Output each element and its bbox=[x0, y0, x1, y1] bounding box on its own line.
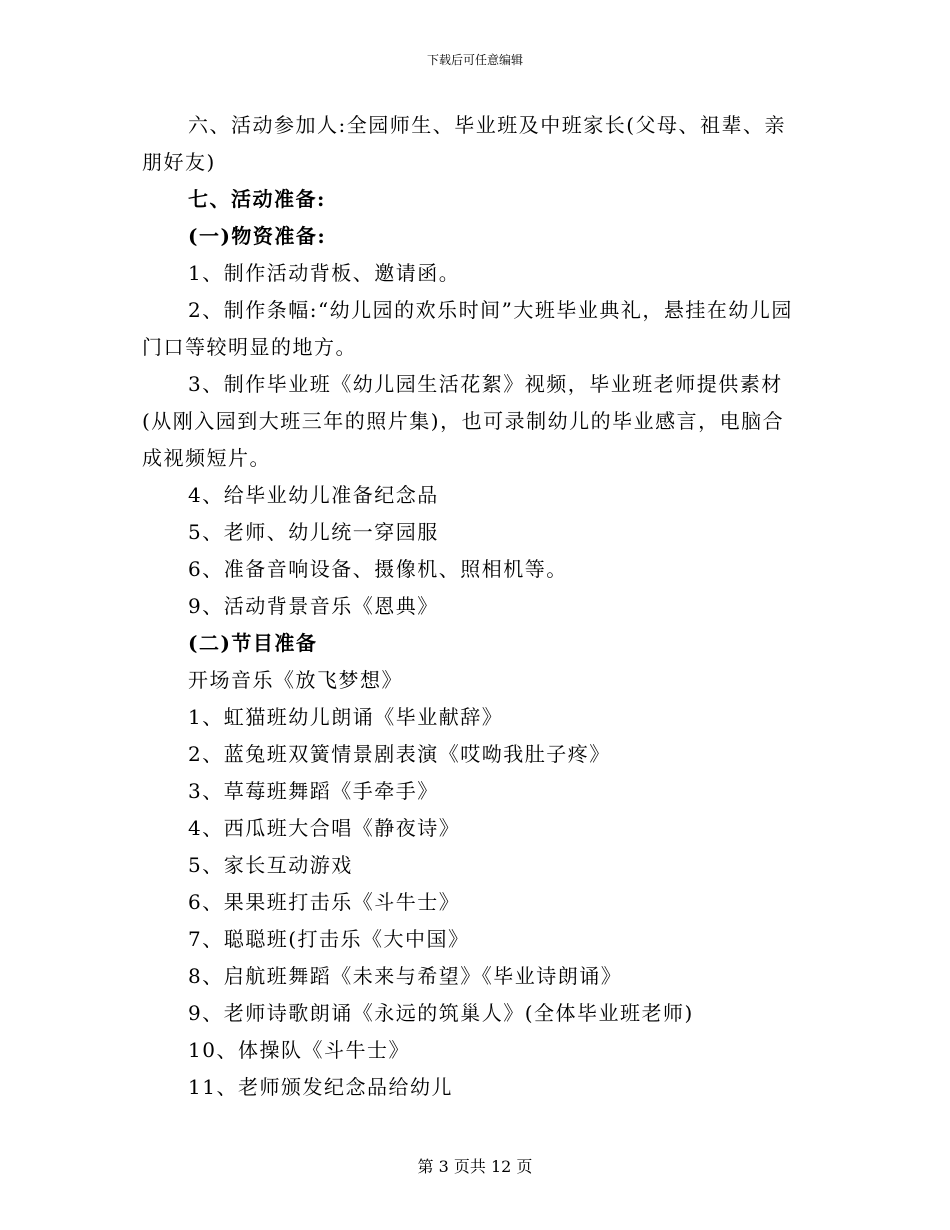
list-item: 10、体操队《斗牛士》 bbox=[188, 1038, 410, 1062]
page-header: 下载后可任意编辑 bbox=[426, 53, 523, 67]
list-item: 1、制作活动背板、邀请函。 bbox=[188, 261, 461, 285]
list-item: 4、给毕业幼儿准备纪念品 bbox=[188, 483, 439, 507]
paragraph-participants: 六、活动参加人:全园师生、毕业班及中班家长(父母、祖辈、亲朋好友) bbox=[142, 113, 787, 174]
list-item: 2、制作条幅:“幼儿园的欢乐时间”大班毕业典礼，悬挂在幼儿园门口等较明显的地方。 bbox=[142, 298, 793, 359]
list-item: 3、草莓班舞蹈《手牵手》 bbox=[188, 779, 439, 803]
subheading-program: (二)节目准备 bbox=[188, 631, 318, 655]
list-item: 5、家长互动游戏 bbox=[188, 853, 353, 877]
list-item: 6、准备音响设备、摄像机、照相机等。 bbox=[188, 557, 568, 581]
list-item: 4、西瓜班大合唱《静夜诗》 bbox=[188, 816, 461, 840]
list-item: 开场音乐《放飞梦想》 bbox=[188, 668, 403, 692]
document-body bbox=[142, 107, 802, 1106]
list-item: 3、制作毕业班《幼儿园生活花絮》视频，毕业班老师提供素材(从刚入园到大班三年的照片集)，也可录制幼儿的毕业感言，电脑合成视频短片。 bbox=[142, 372, 785, 470]
list-item: 9、活动背景音乐《恩典》 bbox=[188, 594, 439, 618]
page-footer: 第 3 页共 12 页 bbox=[417, 1157, 533, 1176]
list-item: 7、聪聪班(打击乐《大中国》 bbox=[188, 927, 470, 951]
list-item: 8、启航班舞蹈《未来与希望》《毕业诗朗诵》 bbox=[188, 964, 623, 988]
subheading-materials: (一)物资准备: bbox=[188, 224, 327, 248]
list-item: 9、老师诗歌朗诵《永远的筑巢人》(全体毕业班老师) bbox=[188, 1001, 694, 1025]
list-item: 6、果果班打击乐《斗牛士》 bbox=[188, 890, 461, 914]
list-item: 2、蓝兔班双簧情景剧表演《哎呦我肚子疼》 bbox=[188, 742, 611, 766]
heading-activity-preparation: 七、活动准备: bbox=[188, 187, 326, 211]
list-item: 11、老师颁发纪念品给幼儿 bbox=[188, 1075, 453, 1099]
list-item: 1、虹猫班幼儿朗诵《毕业献辞》 bbox=[188, 705, 504, 729]
list-item: 5、老师、幼儿统一穿园服 bbox=[188, 520, 439, 544]
